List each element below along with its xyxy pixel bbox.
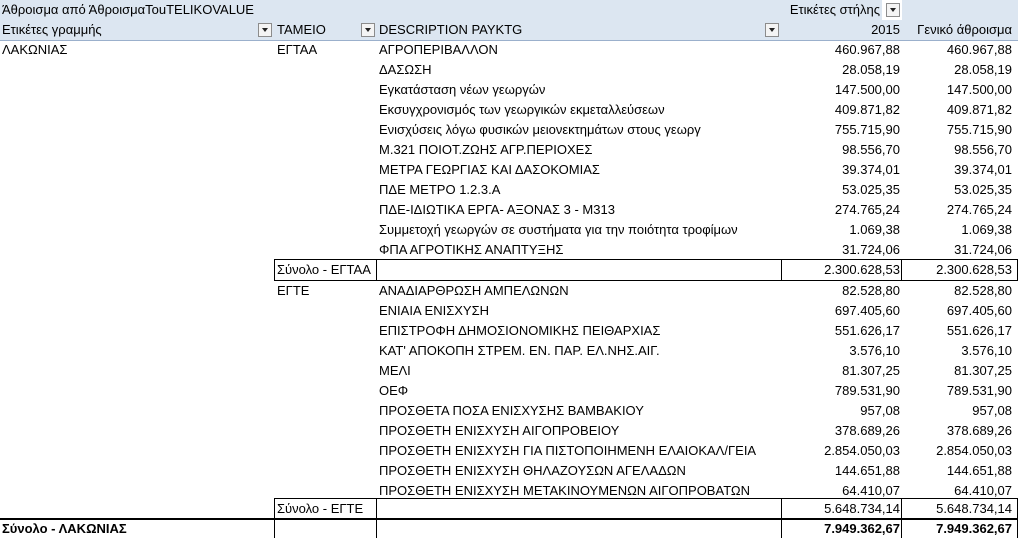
table-row [0,200,1018,220]
table-row [0,60,1018,80]
total-cell: 551.626,17 [946,323,1012,338]
value-cell: 789.531,90 [834,383,900,398]
table-row [0,381,1018,401]
region-total-label[interactable]: Σύνολο - ΛΑΚΩΝΙΑΣ [2,521,127,536]
total-cell: 1.069,38 [961,222,1012,237]
total-cell: 64.410,07 [954,483,1012,498]
total-cell: 2.854.050,03 [936,443,1012,458]
table-row [0,120,1018,140]
column-labels-dropdown-icon[interactable] [886,3,900,17]
subtotal-row [0,499,1018,519]
total-cell: 697.405,60 [946,303,1012,318]
subtotal-border-top [274,498,1018,499]
total-cell: 409.871,82 [946,102,1012,117]
description-cell[interactable]: ΚΑΤ' ΑΠΟΚΟΠΗ ΣΤΡΕΜ. ΕΝ. ΠΑΡ. ΕΛ.ΝΗΣ.ΑΙΓ. [379,343,660,358]
description-cell[interactable]: ΕΠΙΣΤΡΟΦΗ ΔΗΜΟΣΙΟΝΟΜΙΚΗΣ ΠΕΙΘΑΡΧΙΑΣ [379,323,661,338]
grand-total-header: Γενικό άθροισμα [902,20,1018,40]
table-row [0,301,1018,321]
table-row [0,240,1018,260]
subtotal-value: 5.648.734,14 [824,501,900,516]
description-cell[interactable]: ΜΕΛΙ [379,363,411,378]
pivot-filter-row [0,0,1018,20]
value-cell: 378.689,26 [834,423,900,438]
row-labels-dropdown-icon[interactable] [258,23,272,37]
value-cell: 82.528,80 [842,283,900,298]
tameio-header[interactable]: ΤΑΜΕΙΟ [275,20,377,40]
total-border [376,520,377,538]
subtotal-border [376,259,377,281]
subtotal-border [274,498,275,519]
total-cell: 53.025,35 [954,182,1012,197]
total-cell: 82.528,80 [954,283,1012,298]
table-row [0,341,1018,361]
year-header: 2015 [782,20,902,40]
value-cell: 31.724,06 [842,242,900,257]
value-cell: 144.651,88 [834,463,900,478]
description-cell[interactable]: Ενισχύσεις λόγω φυσικών μειονεκτημάτων στους γεωργ [379,122,701,137]
region-label[interactable]: ΛΑΚΩΝΙΑΣ [2,42,68,57]
region-total-grand: 7.949.362,67 [936,521,1012,536]
description-cell[interactable]: ΕΝΙΑΙΑ ΕΝΙΣΧΥΣΗ [379,303,489,318]
description-cell[interactable]: ΜΕΤΡΑ ΓΕΩΡΓΙΑΣ ΚΑΙ ΔΑΣΟΚΟΜΙΑΣ [379,162,600,177]
table-row [0,421,1018,441]
pivot-header-row [0,20,1018,40]
total-cell: 144.651,88 [946,463,1012,478]
value-cell: 697.405,60 [834,303,900,318]
table-row [0,160,1018,180]
description-cell[interactable]: ΟΕΦ [379,383,409,398]
description-cell[interactable]: ΠΡΟΣΘΕΤΗ ΕΝΙΣΧΥΣΗ ΜΕΤΑΚΙΝΟΥΜΕΝΩΝ ΑΙΓΟΠΡΟΒΑΤΩΝ [379,483,751,498]
total-cell: 28.058,19 [954,62,1012,77]
value-cell: 147.500,00 [834,82,900,97]
table-row [0,100,1018,120]
description-cell[interactable]: ΠΔΕ-ΙΔΙΩΤΙΚΑ ΕΡΓΑ- ΑΞΟΝΑΣ 3 - Μ313 [379,202,615,217]
subtotal-border [376,498,377,519]
table-row [0,281,1018,301]
value-cell: 98.556,70 [842,142,900,157]
subtotal-border [781,259,782,281]
description-header[interactable]: DESCRIPTION PAYKTG [377,20,782,40]
total-cell: 274.765,24 [946,202,1012,217]
table-row [0,461,1018,481]
total-cell: 81.307,25 [954,363,1012,378]
description-cell[interactable]: ΠΡΟΣΘΕΤΗ ΕΝΙΣΧΥΣΗ ΓΙΑ ΠΙΣΤΟΠΟΙΗΜΕΝΗ ΕΛΑΙΟΚΑΛ/ΓΕΙΑ [379,443,757,458]
total-border [901,520,902,538]
value-cell: 53.025,35 [842,182,900,197]
description-cell[interactable]: ΔΑΣΩΣΗ [379,62,432,77]
value-cell: 3.576,10 [849,343,900,358]
description-cell[interactable]: ΠΡΟΣΘΕΤΗ ΕΝΙΣΧΥΣΗ ΘΗΛΑΖΟΥΣΩΝ ΑΓΕΛΑΔΩΝ [379,463,686,478]
total-cell: 755.715,90 [946,122,1012,137]
tameio-label[interactable]: ΕΓΤΕ [277,283,310,298]
description-cell[interactable]: ΠΡΟΣΘΕΤΑ ΠΟΣΑ ΕΝΙΣΧΥΣΗΣ ΒΑΜΒΑΚΙΟΥ [379,403,644,418]
subtotal-row [0,260,1018,280]
description-cell[interactable]: Συμμετοχή γεωργών σε συστήματα για την ποιότητα τροφίμων [379,222,738,237]
value-field-label[interactable]: Άθροισμα από ΆθροισμαTouTELIKOVALUE [0,0,272,20]
value-cell: 551.626,17 [834,323,900,338]
subtotal-label[interactable]: Σύνολο - ΕΓΤΕ [277,501,364,516]
table-row [0,140,1018,160]
value-cell: 81.307,25 [842,363,900,378]
total-cell: 789.531,90 [946,383,1012,398]
filter-row-spacer-right [902,0,1018,20]
description-cell[interactable]: ΠΡΟΣΘΕΤΗ ΕΝΙΣΧΥΣΗ ΑΙΓΟΠΡΟΒΕΙΟΥ [379,423,620,438]
value-cell: 409.871,82 [834,102,900,117]
description-cell[interactable]: Εγκατάσταση νέων γεωργών [379,82,546,97]
total-cell: 378.689,26 [946,423,1012,438]
value-cell: 1.069,38 [849,222,900,237]
total-cell: 957,08 [972,403,1012,418]
filter-row-spacer [272,0,782,20]
total-cell: 460.967,88 [946,42,1012,57]
column-labels-header[interactable]: Ετικέτες στήλης [782,0,882,20]
total-cell: 39.374,01 [954,162,1012,177]
region-total-row [0,519,1018,538]
table-row [0,180,1018,200]
table-row [0,220,1018,240]
description-cell[interactable]: Εκσυγχρονισμός των γεωργικών εκμεταλλεύσεων [379,102,665,117]
tameio-label[interactable]: ΕΓΤΑΑ [277,42,318,57]
table-row [0,441,1018,461]
region-total-value: 7.949.362,67 [824,521,900,536]
table-row [0,361,1018,381]
value-cell: 957,08 [860,403,900,418]
description-dropdown-icon[interactable] [765,23,779,37]
table-row [0,80,1018,100]
total-cell: 3.576,10 [961,343,1012,358]
description-cell[interactable]: ΑΝΑΔΙΑΡΘΡΩΣΗ ΑΜΠΕΛΩΝΩΝ [379,283,569,298]
total-cell: 31.724,06 [954,242,1012,257]
total-cell: 147.500,00 [946,82,1012,97]
total-cell: 98.556,70 [954,142,1012,157]
table-row [0,401,1018,421]
row-labels-header[interactable]: Ετικέτες γραμμής [0,20,275,40]
description-cell[interactable]: ΦΠΑ ΑΓΡΟΤΙΚΗΣ ΑΝΑΠΤΥΞΗΣ [379,242,564,257]
value-cell: 28.058,19 [842,62,900,77]
subtotal-total: 5.648.734,14 [936,501,1012,516]
description-cell[interactable]: ΠΔΕ ΜΕΤΡΟ 1.2.3.Α [379,182,501,197]
total-border [781,520,782,538]
table-row [0,40,1018,60]
subtotal-border-top [274,259,1018,260]
table-row [0,321,1018,341]
value-cell: 274.765,24 [834,202,900,217]
value-cell: 755.715,90 [834,122,900,137]
subtotal-total: 2.300.628,53 [936,262,1012,277]
value-cell: 39.374,01 [842,162,900,177]
subtotal-border [781,498,782,519]
value-cell: 64.410,07 [842,483,900,498]
total-border [274,520,275,538]
description-cell[interactable]: Μ.321 ΠΟΙΟΤ.ΖΩΗΣ ΑΓΡ.ΠΕΡΙΟΧΕΣ [379,142,593,157]
subtotal-label[interactable]: Σύνολο - ΕΓΤΑΑ [277,262,371,277]
tameio-dropdown-icon[interactable] [361,23,375,37]
subtotal-border [901,498,902,519]
value-cell: 460.967,88 [834,42,900,57]
subtotal-border [901,259,902,281]
subtotal-value: 2.300.628,53 [824,262,900,277]
value-cell: 2.854.050,03 [824,443,900,458]
description-cell[interactable]: ΑΓΡΟΠΕΡΙΒΑΛΛΟΝ [379,42,498,57]
subtotal-border [274,259,275,281]
